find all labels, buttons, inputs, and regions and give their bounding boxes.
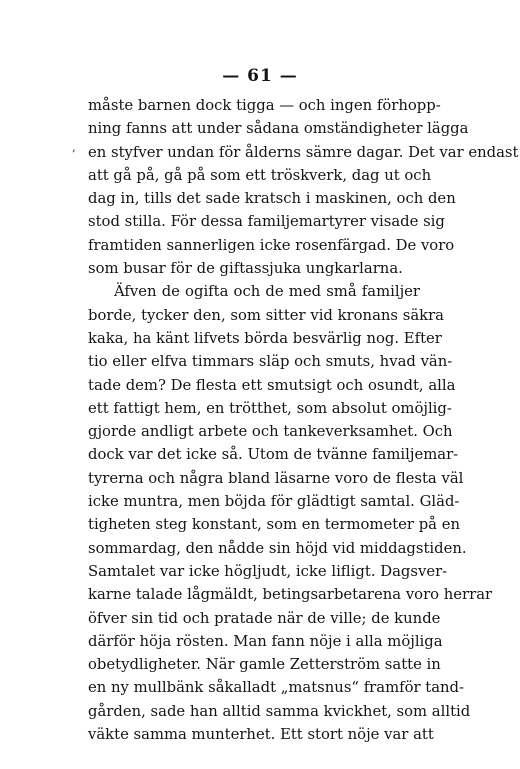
text-line: väkte samma munterhet. Ett stort nöje var att [88,726,434,744]
text-line: karne talade lågmäldt, betingsarbetarena voro herrar [88,586,493,604]
stray-ink-mark: , [72,140,76,154]
text-line: obetydligheter. När gamle Zetterström satte in [88,656,441,674]
text-line: en ny mullbänk såkalladt „matsnus“ framför tand- [88,679,465,697]
text-line: en styfver undan för ålderns sämre dagar. Det var endast [88,143,519,161]
text-line: dag in, tills det sade kratsch i maskinen, och den [88,190,456,208]
text-line: tade dem? De flesta ett smutsigt och osundt, alla [88,376,456,394]
text-line: tigheten steg konstant, som en termometer på en [88,516,460,534]
text-line: tyrerna och några bland läsarne voro de flesta väl [88,469,464,487]
body-text [88,94,519,746]
text-line: framtiden sannerligen icke rosenfärgad. De voro [88,236,455,254]
text-line: därför höja rösten. Man fann nöje i alla möjliga [88,632,443,650]
text-line: tio eller elfva timmars släp och smuts, hvad vän- [88,353,453,371]
paragraph [88,94,519,280]
text-line: kaka, ha känt lifvets börda besvärlig nog. Efter [88,329,442,347]
paragraph [88,280,493,746]
text-line: icke muntra, men böjda för glädtigt samtal. Gläd- [88,493,460,511]
text-line: sommardag, den nådde sin höjd vid middagstiden. [88,539,467,557]
text-line: gjorde andligt arbete och tankeverksamhet. Och [88,423,453,441]
text-line: ett fattigt hem, en trötthet, som absolut omöjlig- [88,399,452,417]
text-line: borde, tycker den, som sitter vid kronans säkra [88,306,445,324]
text-line: stod stilla. För dessa familjemartyrer visade sig [88,213,445,231]
text-line: Samtalet var icke högljudt, icke lifligt. Dagsver- [88,562,448,580]
text-line: ning fanns att under sådana omständigheter lägga [88,120,469,138]
text-line: att gå på, gå på som ett tröskverk, dag ut och [88,166,432,184]
text-line: Äfven de ogifta och de med små familjer [114,283,420,301]
text-line: dock var det icke så. Utom de tvänne familjemar- [88,446,459,464]
text-line: gården, sade han alltid samma kvickhet, som alltid [88,702,471,720]
text-line: öfver sin tid och pratade när de ville; de kunde [88,609,441,627]
text-line: som busar för de giftassjuka ungkarlarna. [88,260,403,278]
page-number: — 61 — [222,66,298,86]
text-line: måste barnen dock tigga — och ingen förhopp- [88,97,441,114]
